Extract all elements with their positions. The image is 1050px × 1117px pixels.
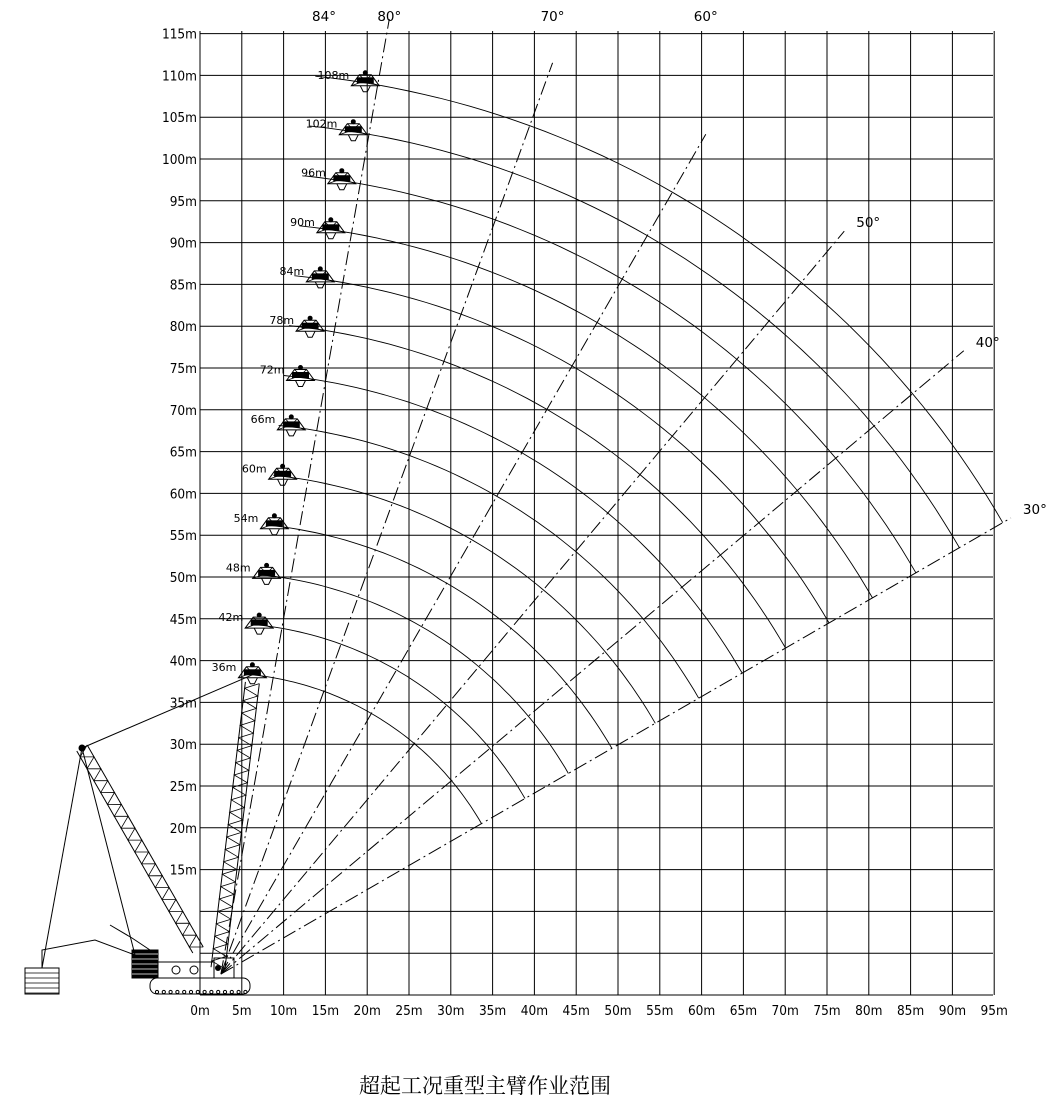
radius-curve — [294, 276, 829, 623]
boom-head-pin — [308, 316, 312, 320]
y-tick-label: 115m — [161, 26, 197, 43]
boom-head-pin — [329, 218, 333, 222]
angle-label: 80° — [377, 9, 402, 25]
boom-head-sheave — [302, 323, 318, 328]
y-tick-label: 30m — [169, 737, 197, 754]
mast-head — [79, 745, 85, 751]
x-tick-label: 65m — [729, 1003, 758, 1019]
x-tick-label: 80m — [855, 1003, 883, 1019]
boom-length-label: 42m — [218, 611, 244, 625]
crane-winch — [172, 966, 180, 974]
angle-line — [218, 518, 1011, 974]
crane-illustration — [25, 675, 259, 994]
boom-head-sheave — [251, 620, 267, 625]
radius-curve — [315, 76, 1003, 523]
boom-head-sheave — [334, 176, 350, 181]
boom-head-hook — [360, 86, 370, 92]
boom-head-sheave — [266, 521, 282, 526]
x-tick-label: 10m — [269, 1003, 298, 1019]
crane-track-roller — [176, 990, 179, 993]
angle-line — [218, 231, 844, 974]
x-tick-label: 45m — [562, 1003, 590, 1019]
crane-track-roller — [183, 990, 186, 993]
radius-curve — [273, 475, 655, 723]
angle-line — [218, 19, 389, 974]
boom-length-label: 54m — [233, 511, 259, 525]
crane-track-roller — [244, 990, 247, 993]
y-tick-label: 45m — [169, 611, 197, 628]
radius-curves — [252, 76, 1002, 823]
radius-curve — [279, 425, 699, 698]
boom-head-pin — [250, 663, 254, 667]
boom-head-pin — [289, 415, 293, 419]
chart-title: 超起工况重型主臂作业范围 — [359, 1074, 611, 1098]
y-tick-label: 25m — [169, 779, 197, 795]
radius-curve — [305, 176, 916, 573]
angle-label: 30° — [1022, 501, 1047, 518]
boom-head-pin — [299, 366, 303, 370]
boom-head-sheave — [293, 373, 309, 378]
crane-track-roller — [189, 990, 192, 993]
boom-head-pin — [340, 169, 344, 173]
y-tick-label: 55m — [169, 528, 197, 545]
angle-label: 84° — [312, 9, 336, 25]
superlift-mast-lacing — [80, 745, 203, 947]
boom-length-label: 36m — [211, 660, 237, 674]
boom-head-hook — [286, 430, 296, 436]
boom-head-sheave — [259, 570, 275, 575]
x-tick-label: 40m — [520, 1003, 549, 1019]
boom-head-sheave — [275, 471, 291, 476]
crane-track-roller — [155, 990, 158, 993]
boom-length-label: 78m — [269, 314, 295, 328]
y-tick-label: 60m — [169, 486, 197, 503]
radius-curve — [310, 126, 959, 548]
radius-curve — [289, 326, 785, 648]
x-tick-label: 50m — [604, 1003, 632, 1019]
y-tick-label: 75m — [169, 361, 197, 377]
boom-head-hook — [262, 578, 272, 584]
superlift-beam — [42, 940, 135, 968]
boom-length-label: 66m — [250, 412, 276, 426]
boom-head-sheave — [312, 274, 328, 279]
boom-length-label: 48m — [225, 561, 251, 575]
y-tick-label: 95m — [169, 193, 197, 210]
boom-head-hook — [296, 381, 306, 387]
angle-label: 50° — [856, 215, 881, 232]
x-tick-label: 60m — [687, 1003, 716, 1019]
y-tick-label: 70m — [169, 402, 197, 419]
y-tick-label: 110m — [161, 68, 197, 85]
boom-head-hook — [348, 135, 358, 141]
backstay-pendant — [82, 748, 135, 955]
crane-track-roller — [203, 990, 206, 993]
x-tick-label: 75m — [813, 1003, 841, 1019]
x-tick-label: 90m — [938, 1003, 967, 1019]
y-tick-label: 20m — [169, 820, 197, 837]
crane-track-roller — [217, 990, 220, 993]
boom-head-hook — [247, 678, 257, 684]
superlift-pendant — [42, 748, 82, 968]
x-tick-label: 85m — [896, 1003, 925, 1019]
boom-length-label: 108m — [317, 68, 350, 82]
angle-line — [218, 134, 706, 974]
y-tick-label: 85m — [169, 277, 197, 294]
labels — [162, 9, 1047, 1019]
x-tick-label: 95m — [980, 1003, 1008, 1019]
x-tick-label: 20m — [353, 1003, 381, 1019]
boom-head-hook — [337, 184, 347, 190]
radius-curve — [300, 226, 873, 598]
boom-head — [238, 663, 266, 684]
boom-head-hook — [254, 628, 264, 634]
boom-head-hook — [278, 479, 288, 485]
boom-length-label: 102m — [305, 117, 338, 131]
x-tick-label: 25m — [395, 1003, 423, 1019]
boom-foot-pin — [216, 966, 221, 971]
angle-label: 70° — [540, 9, 565, 25]
crane-track-roller — [223, 990, 226, 993]
angle-line — [218, 351, 964, 974]
superlift-mast-chord — [87, 745, 203, 947]
boom-head — [245, 613, 273, 634]
x-tick-label: 30m — [437, 1003, 465, 1019]
angle-label: 60° — [693, 9, 718, 25]
crane-superstructure — [158, 962, 214, 978]
angle-label: 40° — [975, 334, 1000, 351]
superlift-counterweight — [25, 968, 59, 994]
main-boom-lacing — [212, 684, 259, 969]
boom-head-pin — [363, 71, 367, 75]
y-tick-label: 35m — [169, 695, 197, 712]
crane-track-roller — [162, 990, 165, 993]
crane-track-roller — [210, 990, 213, 993]
y-tick-label: 65m — [169, 444, 197, 461]
boom-length-label: 90m — [290, 215, 315, 229]
boom-head-sheave — [244, 670, 260, 675]
x-tick-label: 5m — [232, 1003, 252, 1019]
boom-length-label: 96m — [301, 166, 326, 180]
boom-head-sheave — [283, 422, 299, 427]
boom-head — [260, 514, 288, 535]
crane-track-roller — [237, 990, 240, 993]
boom-head-sheave — [345, 127, 361, 132]
y-tick-label: 80m — [169, 319, 197, 336]
x-tick-label: 15m — [311, 1003, 340, 1019]
y-tick-label: 90m — [169, 235, 197, 252]
radius-curve — [258, 625, 525, 799]
y-tick-label: 15m — [169, 862, 197, 879]
boom-length-label: 60m — [241, 462, 267, 476]
x-tick-label: 0m — [190, 1003, 210, 1019]
boom-length-label: 72m — [259, 363, 285, 377]
x-tick-label: 35m — [478, 1003, 507, 1019]
boom-head-pin — [265, 563, 269, 567]
boom-head-pin — [281, 464, 285, 468]
boom-head-hook — [326, 233, 336, 239]
boom-head-pin — [351, 120, 355, 124]
boom-heads — [238, 68, 379, 684]
y-tick-label: 50m — [169, 570, 197, 586]
boom-head-pin — [272, 514, 276, 518]
crane-winch — [190, 966, 198, 974]
mast-pendant — [82, 675, 252, 748]
boom-head-hook — [305, 331, 315, 337]
y-tick-label: 100m — [161, 152, 197, 168]
crane-track-roller — [196, 990, 199, 993]
boom-head-hook — [269, 529, 279, 535]
radius-curve — [284, 376, 742, 674]
x-tick-label: 70m — [771, 1003, 799, 1019]
boom-head-sheave — [357, 78, 373, 83]
boom-head — [269, 464, 297, 485]
crane-track-roller — [169, 990, 172, 993]
boom-head-pin — [318, 267, 322, 271]
x-tick-label: 55m — [646, 1003, 674, 1019]
y-tick-label: 40m — [169, 653, 197, 670]
y-tick-label: 105m — [161, 110, 197, 127]
boom-length-label: 84m — [279, 264, 305, 278]
boom-head-pin — [257, 613, 261, 617]
boom-head-sheave — [323, 225, 339, 230]
angle-line — [218, 63, 553, 974]
gantry — [110, 925, 150, 950]
crane-track-roller — [230, 990, 233, 993]
boom-head — [253, 563, 281, 584]
